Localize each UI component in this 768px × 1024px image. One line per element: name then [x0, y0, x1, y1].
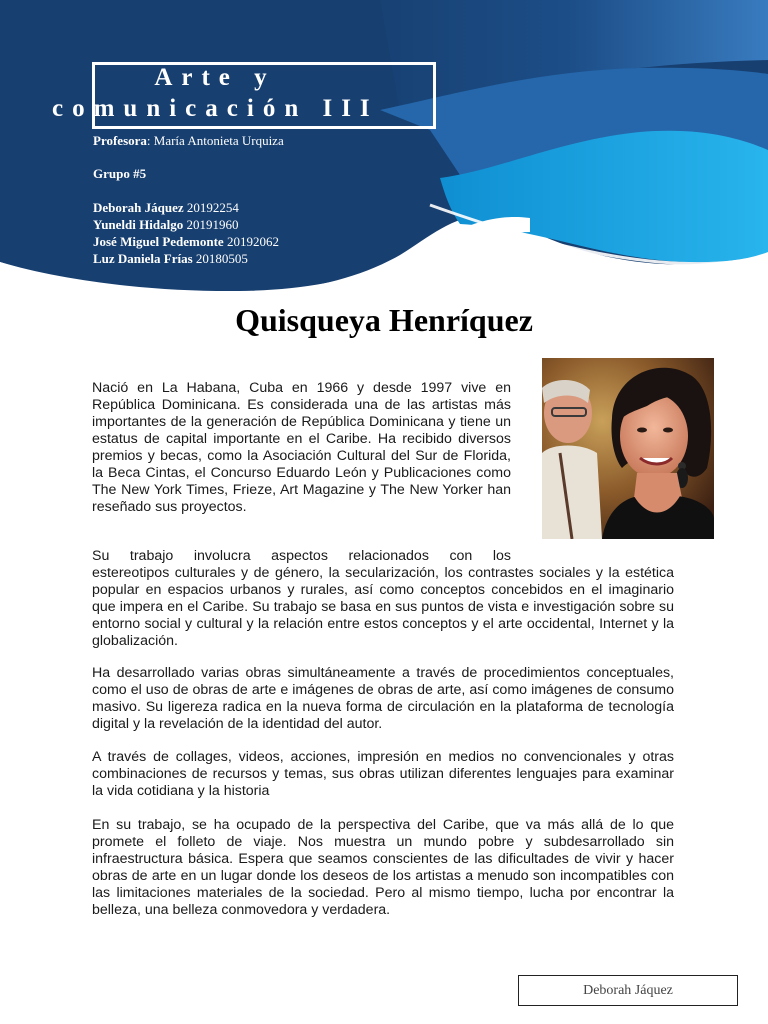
member-name: Deborah Jáquez — [93, 200, 184, 215]
bio-paragraph: En su trabajo, se ha ocupado de la perspectiva del Caribe, que va más allá de lo que promete el folleto de viaje. Nos muestra un mundo pobre y subdesarrollado sin infraestructura básica. Espera que seamos conscientes de las dificultades de vivir y hacer obras de arte en un lugar donde los deseos de los artistas a menudo son incompatibles con las limitaciones materiales de la sociedad. Pero al mismo tiempo, lucha por encontrar la belleza, una belleza conmovedora y verdadera. — [92, 817, 674, 918]
member-line — [93, 199, 239, 216]
bio-paragraph: A través de collages, videos, acciones, impresión en medios no convencionales y otras combinaciones de recursos y temas, sus obras utilizan diferentes lenguajes para examinar la vida cotidiana y la historia — [92, 749, 674, 799]
member-name: Yuneldi Hidalgo — [93, 217, 184, 232]
footer-author-box: Deborah Jáquez — [518, 975, 738, 1006]
member-name: Luz Daniela Frías — [93, 251, 193, 266]
member-line — [93, 216, 238, 233]
member-line — [93, 233, 279, 250]
member-id: 20180505 — [195, 251, 248, 266]
profesora-label: Profesora — [93, 133, 147, 148]
bio-paragraph-first-line: Su trabajo involucra aspectos relacionados con los — [92, 548, 511, 564]
member-id: 20191960 — [186, 217, 239, 232]
course-title-line2: comunicación III — [52, 95, 379, 122]
profesora-line — [93, 132, 284, 149]
grupo-line — [93, 165, 146, 182]
member-line — [93, 250, 248, 267]
header-banner — [0, 0, 768, 300]
member-name: José Miguel Pedemonte — [93, 234, 224, 249]
bio-paragraph: Nació en La Habana, Cuba en 1966 y desde 1997 vive en República Dominicana. Es considerada una de las artistas más importantes de la generación de República Dominicana y tiene un estatus de capital importante en el Caribe. Ha recibido diversos premios y becas, como la Asociación Cultural del Sur de Florida, la Beca Cintas, el Concurso Eduardo León y Publicaciones como The New York Times, Frieze, Art Magazine y The New Yorker han reseñado sus proyectos. — [92, 380, 511, 515]
artist-portrait-photo — [542, 358, 714, 539]
member-id: 20192254 — [186, 200, 239, 215]
profesora-name: : María Antonieta Urquiza — [146, 133, 284, 148]
member-id: 20192062 — [226, 234, 279, 249]
grupo-label: Grupo #5 — [93, 166, 147, 181]
bio-paragraph — [92, 548, 674, 650]
course-title-line1: Arte y — [154, 64, 276, 91]
bio-paragraph: Ha desarrollado varias obras simultáneamente a través de procedimientos conceptuales, como el uso de obras de arte e imágenes de obras de arte, así como imágenes de consumo masivo. Su ligereza radica en la nueva forma de circulación en la plataforma de tecnología digital y la revelación de la identidad del autor. — [92, 665, 674, 732]
bio-paragraph-rest: estereotipos culturales y de género, la secularización, los contrastes sociales y la estética popular en espacios urbanos y rurales, así como conceptos concebidos en el imaginario que impera en el Caribe. Su trabajo se basa en sus puntos de vista e investigación sobre su entorno social y cultural y la relación entre estos conceptos y el arte occidental, Internet y la globalización. — [92, 565, 674, 649]
document-title: Quisqueya Henríquez — [235, 302, 533, 338]
